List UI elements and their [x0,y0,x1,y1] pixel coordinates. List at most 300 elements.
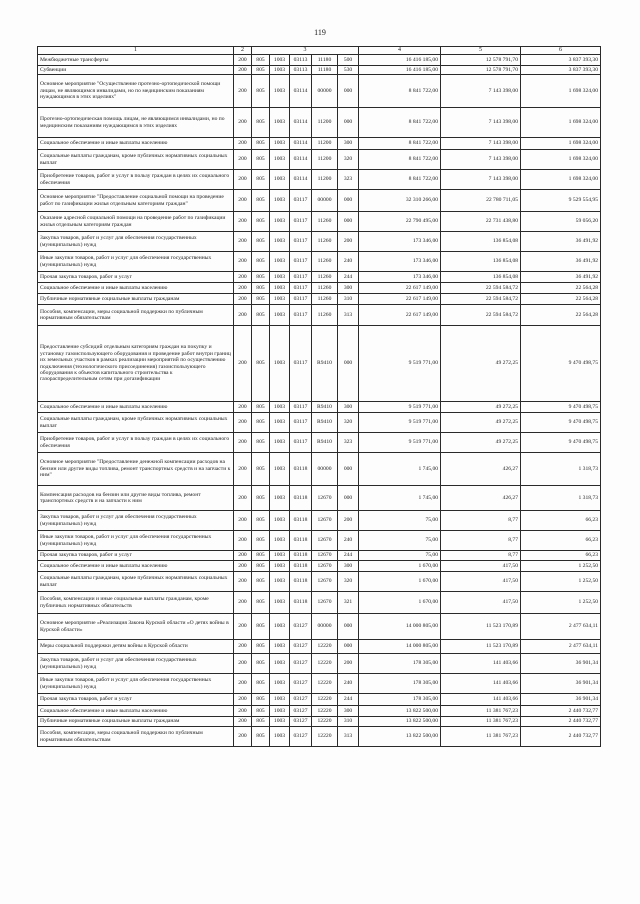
cell-v4: 8 841 722,00 [359,75,441,108]
cell-vr: 000 [338,190,359,212]
cell-v6: 2 440 732,77 [521,717,601,727]
cell-vr: 300 [338,402,359,413]
table-row [38,572,601,592]
cell-prog: 03118 [290,511,312,531]
cell-gr: 200 [234,212,252,232]
cell-gr: 200 [234,654,252,674]
cell-sec: 805 [252,511,270,531]
cell-v4: 173 346,00 [359,252,441,272]
cell-dir: 11260 [312,294,338,305]
cell-v4: 22 617 149,00 [359,294,441,305]
cell-prog: 03113 [290,66,312,75]
cell-sub: 1003 [270,190,290,212]
cell-v6: 9 470 498,75 [521,413,601,433]
cell-prog: 03118 [290,592,312,614]
cell-v4: 8 841 722,00 [359,138,441,150]
cell-v4: 13 822 500,00 [359,727,441,747]
cell-dir: 12670 [312,551,338,561]
cell-sec: 805 [252,706,270,717]
cell-gr: 200 [234,717,252,727]
cell-vr: 000 [338,640,359,654]
table-row [38,326,601,402]
cell-sec: 805 [252,413,270,433]
row-description: Социальное обеспечение и иные выплаты населению [38,706,234,717]
cell-v4: 75,00 [359,511,441,531]
cell-sec: 805 [252,592,270,614]
cell-gr: 200 [234,433,252,453]
cell-v5: 417,50 [441,592,521,614]
cell-v5: 49 272,25 [441,413,521,433]
row-description: Закупка товаров, работ и услуг для обеспечения государственных (муниципальных) нужд [38,654,234,674]
cell-sub: 1003 [270,170,290,190]
cell-dir: R9410 [312,433,338,453]
cell-v5: 417,50 [441,561,521,572]
table-row [38,654,601,674]
cell-v4: 9 519 771,00 [359,433,441,453]
cell-prog: 03127 [290,674,312,694]
cell-sec: 805 [252,727,270,747]
cell-dir: 12670 [312,572,338,592]
cell-dir: R9410 [312,326,338,402]
cell-sub: 1003 [270,108,290,138]
cell-gr: 200 [234,272,252,283]
table-row [38,212,601,232]
cell-vr: 500 [338,55,359,66]
cell-v6: 3 837 393,30 [521,66,601,75]
table-row [38,170,601,190]
cell-v5: 22 594 584,72 [441,305,521,326]
cell-v5: 49 272,25 [441,326,521,402]
cell-dir: 12220 [312,640,338,654]
cell-v5: 11 381 767,23 [441,717,521,727]
cell-v5: 7 143 398,00 [441,150,521,170]
cell-gr: 200 [234,170,252,190]
cell-vr: 000 [338,212,359,232]
cell-v4: 75,00 [359,531,441,551]
cell-gr: 200 [234,150,252,170]
row-description: Прочая закупка товаров, работ и услуг [38,694,234,706]
cell-sub: 1003 [270,402,290,413]
row-description: Основное мероприятие "Осуществление протезно-ортопедической помощи лицам, не являющимся инвалидами, но по медицинским показаниям нуждающимся в этих изделиях" [38,75,234,108]
cell-dir: 11260 [312,212,338,232]
cell-sub: 1003 [270,706,290,717]
cell-gr: 200 [234,402,252,413]
cell-v6: 9 529 554,95 [521,190,601,212]
table-row [38,272,601,283]
cell-prog: 03117 [290,272,312,283]
cell-v6: 2 477 634,11 [521,640,601,654]
cell-v6: 22 564,28 [521,294,601,305]
cell-gr: 200 [234,531,252,551]
cell-vr: 530 [338,66,359,75]
table-row [38,453,601,486]
cell-v6: 66,23 [521,551,601,561]
row-description: Основное мероприятие «Реализация Закона Курской области «О детях войны в Курской области» [38,614,234,640]
cell-prog: 03117 [290,326,312,402]
cell-v6: 1 698 324,00 [521,138,601,150]
cell-sec: 805 [252,561,270,572]
cell-v5: 22 731 438,80 [441,212,521,232]
cell-dir: 12220 [312,654,338,674]
cell-sub: 1003 [270,283,290,294]
cell-v6: 1 698 324,00 [521,75,601,108]
cell-prog: 03118 [290,561,312,572]
cell-prog: 03127 [290,727,312,747]
row-description: Субвенции [38,66,234,75]
cell-v5: 49 272,25 [441,433,521,453]
table-row [38,551,601,561]
cell-vr: 323 [338,170,359,190]
cell-vr: 300 [338,138,359,150]
cell-prog: 03127 [290,640,312,654]
row-description: Социальные выплаты гражданам, кроме публичных нормативных социальных выплат [38,150,234,170]
table-row [38,561,601,572]
cell-dir: 11180 [312,55,338,66]
cell-sub: 1003 [270,413,290,433]
row-description: Социальное обеспечение и иные выплаты населению [38,561,234,572]
cell-dir: 00000 [312,614,338,640]
cell-gr: 200 [234,294,252,305]
cell-sub: 1003 [270,551,290,561]
cell-sec: 805 [252,212,270,232]
cell-sub: 1003 [270,55,290,66]
cell-gr: 200 [234,561,252,572]
table-row [38,531,601,551]
table-row [38,511,601,531]
cell-vr: 200 [338,654,359,674]
cell-vr: 200 [338,511,359,531]
cell-sec: 805 [252,252,270,272]
table-row [38,727,601,747]
cell-v4: 32 310 266,00 [359,190,441,212]
cell-sec: 805 [252,433,270,453]
cell-v5: 141 403,66 [441,654,521,674]
cell-gr: 200 [234,727,252,747]
table-row [38,433,601,453]
cell-vr: 320 [338,413,359,433]
row-description: Протезно-ортопедическая помощь лицам, не являющимся инвалидами, но по медицинским показаниям нуждающимся в этих изделиях [38,108,234,138]
cell-sec: 805 [252,551,270,561]
cell-vr: 313 [338,727,359,747]
table-row [38,252,601,272]
cell-prog: 03117 [290,283,312,294]
cell-sec: 805 [252,272,270,283]
cell-dir: R9410 [312,402,338,413]
cell-vr: 300 [338,561,359,572]
cell-v5: 7 143 398,00 [441,108,521,138]
row-description: Приобретение товаров, работ и услуг в пользу граждан в целях их социального обеспечения [38,433,234,453]
cell-v5: 22 594 584,72 [441,294,521,305]
cell-v4: 178 305,00 [359,694,441,706]
cell-v4: 13 822 500,00 [359,706,441,717]
cell-vr: 321 [338,592,359,614]
cell-sec: 805 [252,305,270,326]
cell-v4: 14 000 805,00 [359,640,441,654]
cell-sub: 1003 [270,138,290,150]
table-row [38,138,601,150]
row-description: Иные закупки товаров, работ и услуг для обеспечения государственных (муниципальных) нужд [38,674,234,694]
cell-sec: 805 [252,717,270,727]
cell-sub: 1003 [270,272,290,283]
row-description: Закупка товаров, работ и услуг для обеспечения государственных (муниципальных) нужд [38,232,234,252]
cell-v5: 12 578 791,70 [441,66,521,75]
table-row [38,717,601,727]
cell-gr: 200 [234,252,252,272]
cell-v5: 8,77 [441,551,521,561]
cell-v4: 22 617 149,00 [359,283,441,294]
header-cell: 2 [234,47,252,55]
cell-vr: 300 [338,283,359,294]
cell-vr: 244 [338,272,359,283]
cell-dir: 12220 [312,694,338,706]
cell-v4: 1 670,00 [359,572,441,592]
cell-sec: 805 [252,138,270,150]
cell-v5: 11 523 170,89 [441,614,521,640]
row-description: Прочая закупка товаров, работ и услуг [38,551,234,561]
row-description: Социальные выплаты гражданам, кроме публичных нормативных социальных выплат [38,572,234,592]
cell-v6: 9 470 498,75 [521,326,601,402]
cell-v6: 36 491,92 [521,272,601,283]
cell-dir: 12670 [312,511,338,531]
cell-dir: 11260 [312,283,338,294]
cell-prog: 03118 [290,551,312,561]
row-description: Основное мероприятие "Предоставление социальной помощи на проведение работ по газификации жилья отдельным категориям граждан" [38,190,234,212]
cell-sec: 805 [252,66,270,75]
row-description: Межбюджетные трансферты [38,55,234,66]
cell-v6: 59 056,20 [521,212,601,232]
table-row [38,413,601,433]
cell-dir: 12670 [312,561,338,572]
cell-sec: 805 [252,486,270,511]
cell-sec: 805 [252,453,270,486]
cell-gr: 200 [234,138,252,150]
cell-gr: 200 [234,551,252,561]
cell-vr: 300 [338,706,359,717]
cell-gr: 200 [234,75,252,108]
cell-gr: 200 [234,305,252,326]
cell-sec: 805 [252,108,270,138]
cell-sub: 1003 [270,531,290,551]
cell-v6: 1 252,50 [521,572,601,592]
cell-vr: 310 [338,294,359,305]
cell-sub: 1003 [270,212,290,232]
cell-vr: 000 [338,75,359,108]
row-description: Социальные выплаты гражданам, кроме публичных нормативных социальных выплат [38,413,234,433]
cell-dir: 12220 [312,674,338,694]
cell-sub: 1003 [270,717,290,727]
cell-vr: 240 [338,531,359,551]
table-row [38,706,601,717]
cell-v6: 9 470 498,75 [521,402,601,413]
row-description: Предоставление субсидий отдельным категориям граждан на покупку и установку газоиспользующего оборудования и проведение работ внутри границ их земельных участков в рамках реализации мероприятий по осуществлению подключения (технологического присоединения) газоиспользующего оборудования к объектов капитального строительства к газораспределительным сетям при догазификации [38,326,234,402]
cell-v4: 173 346,00 [359,232,441,252]
table-row [38,402,601,413]
row-description: Пособия, компенсации, меры социальной поддержки по публичным нормативным обязательствам [38,727,234,747]
row-description: Меры социальной поддержки детям войны в Курской области [38,640,234,654]
cell-v6: 36 491,92 [521,252,601,272]
cell-vr: 244 [338,551,359,561]
header-cell: 6 [521,47,601,55]
cell-vr: 000 [338,453,359,486]
row-description: Основное мероприятие "Предоставление денежной компенсации расходов на бензин или другие виды топлива, ремонт транспортных средств и на запчасти к ним" [38,453,234,486]
cell-v5: 22 594 584,72 [441,283,521,294]
cell-sub: 1003 [270,453,290,486]
header-cell: 3 [252,47,359,55]
cell-dir: 00000 [312,453,338,486]
row-description: Публичные нормативные социальные выплаты гражданам [38,717,234,727]
header-cell: 5 [441,47,521,55]
table-row [38,283,601,294]
cell-v5: 8,77 [441,531,521,551]
page-number: 119 [314,28,326,37]
cell-v4: 22 790 495,00 [359,212,441,232]
cell-v6: 36 901,34 [521,674,601,694]
cell-vr: 000 [338,486,359,511]
cell-v6: 9 470 498,75 [521,433,601,453]
cell-sec: 805 [252,674,270,694]
cell-sub: 1003 [270,654,290,674]
row-description: Приобретение товаров, работ и услуг в пользу граждан в целях их социального обеспечения [38,170,234,190]
cell-vr: 240 [338,252,359,272]
cell-sub: 1003 [270,150,290,170]
cell-v5: 426,27 [441,453,521,486]
cell-sub: 1003 [270,614,290,640]
cell-dir: 11260 [312,272,338,283]
cell-v4: 1 745,00 [359,453,441,486]
row-description: Социальное обеспечение и иные выплаты населению [38,138,234,150]
cell-v4: 13 822 500,00 [359,717,441,727]
cell-sub: 1003 [270,592,290,614]
cell-v4: 1 670,00 [359,561,441,572]
cell-prog: 03117 [290,402,312,413]
cell-v6: 3 837 393,30 [521,55,601,66]
cell-prog: 03114 [290,75,312,108]
cell-prog: 03118 [290,531,312,551]
cell-v4: 178 305,00 [359,654,441,674]
cell-v6: 36 901,34 [521,654,601,674]
cell-sec: 805 [252,283,270,294]
cell-v5: 49 272,25 [441,402,521,413]
cell-dir: 11200 [312,150,338,170]
header-cell: 1 [38,47,234,55]
table-row [38,592,601,614]
cell-sec: 805 [252,190,270,212]
cell-dir: 12670 [312,592,338,614]
cell-v4: 16 416 185,00 [359,55,441,66]
cell-sub: 1003 [270,561,290,572]
cell-sub: 1003 [270,252,290,272]
cell-v5: 136 854,08 [441,272,521,283]
budget-table [37,46,601,747]
cell-gr: 200 [234,694,252,706]
cell-vr: 000 [338,614,359,640]
cell-v5: 7 143 398,00 [441,75,521,108]
row-description: Компенсация расходов на бензин или другие виды топлива, ремонт транспортных средств и на запчасти к ним [38,486,234,511]
cell-sub: 1003 [270,75,290,108]
cell-sec: 805 [252,232,270,252]
cell-prog: 03117 [290,305,312,326]
cell-v4: 1 745,00 [359,486,441,511]
table-row [38,108,601,138]
table-row [38,232,601,252]
cell-sub: 1003 [270,433,290,453]
cell-prog: 03117 [290,232,312,252]
row-description: Закупка товаров, работ и услуг для обеспечения государственных (муниципальных) нужд [38,511,234,531]
cell-sec: 805 [252,55,270,66]
cell-gr: 200 [234,326,252,402]
cell-sec: 805 [252,150,270,170]
row-description: Публичные нормативные социальные выплаты гражданам [38,294,234,305]
cell-gr: 200 [234,674,252,694]
cell-dir: 11200 [312,170,338,190]
row-description: Социальное обеспечение и иные выплаты населению [38,402,234,413]
cell-sec: 805 [252,572,270,592]
row-description: Прочая закупка товаров, работ и услуг [38,272,234,283]
cell-v5: 7 143 398,00 [441,170,521,190]
cell-dir: 00000 [312,75,338,108]
cell-prog: 03117 [290,212,312,232]
row-description: Иные закупки товаров, работ и услуг для обеспечения государственных (муниципальных) нужд [38,531,234,551]
cell-prog: 03113 [290,55,312,66]
cell-gr: 200 [234,592,252,614]
cell-sec: 805 [252,640,270,654]
table-row [38,305,601,326]
cell-gr: 200 [234,572,252,592]
cell-v5: 12 578 791,70 [441,55,521,66]
cell-gr: 200 [234,413,252,433]
table-row [38,486,601,511]
cell-vr: 200 [338,232,359,252]
cell-v5: 8,77 [441,511,521,531]
cell-v5: 7 143 398,00 [441,138,521,150]
cell-sec: 805 [252,170,270,190]
table-row [38,640,601,654]
cell-gr: 200 [234,614,252,640]
cell-v6: 22 564,28 [521,305,601,326]
cell-sec: 805 [252,694,270,706]
cell-v4: 16 416 185,00 [359,66,441,75]
cell-sec: 805 [252,326,270,402]
cell-v4: 22 617 149,00 [359,305,441,326]
cell-vr: 240 [338,674,359,694]
cell-prog: 03117 [290,190,312,212]
cell-prog: 03127 [290,654,312,674]
cell-v5: 141 403,66 [441,694,521,706]
cell-dir: 11180 [312,66,338,75]
table-row [38,694,601,706]
table-row [38,674,601,694]
cell-v6: 66,23 [521,531,601,551]
cell-sub: 1003 [270,727,290,747]
cell-sec: 805 [252,402,270,413]
cell-prog: 03117 [290,252,312,272]
cell-v6: 2 440 732,77 [521,727,601,747]
cell-dir: 11260 [312,252,338,272]
cell-prog: 03114 [290,108,312,138]
cell-vr: 000 [338,108,359,138]
cell-gr: 200 [234,55,252,66]
cell-v6: 2 440 732,77 [521,706,601,717]
cell-dir: 11260 [312,305,338,326]
cell-gr: 200 [234,511,252,531]
cell-v5: 417,50 [441,572,521,592]
header-cell: 4 [359,47,441,55]
cell-gr: 200 [234,486,252,511]
table-row [38,150,601,170]
cell-vr: 320 [338,572,359,592]
cell-sub: 1003 [270,232,290,252]
row-description: Оказание адресной социальной помощи на проведение работ по газификации жилья отдельным категориям граждан [38,212,234,232]
